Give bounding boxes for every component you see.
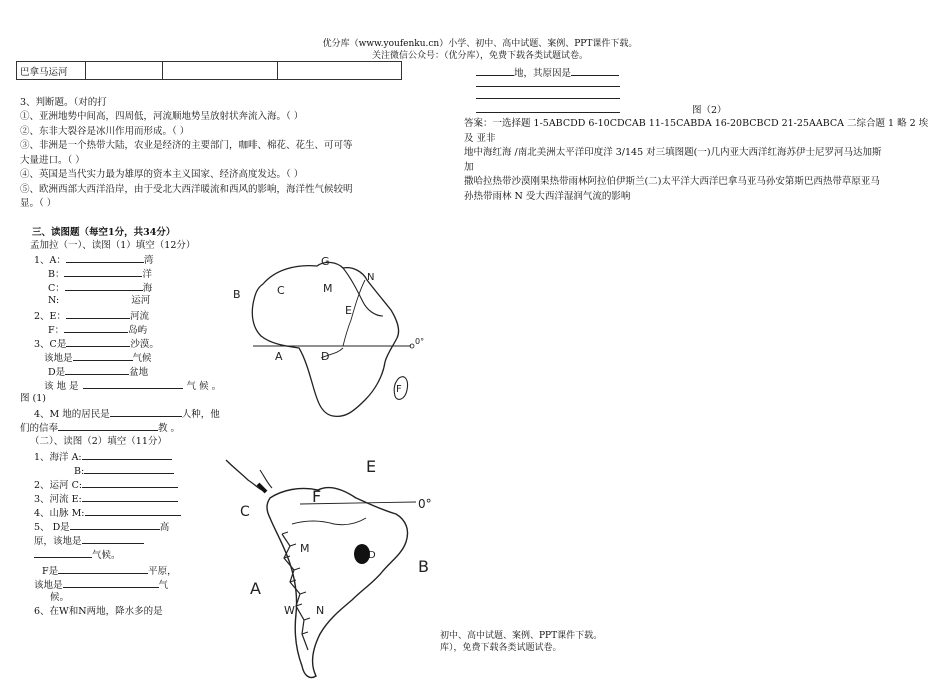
q4-line2-label: 们的信奉 [20, 423, 59, 434]
q1-b-label: B： [48, 269, 65, 280]
p2-q2 [34, 477, 178, 492]
p2-q2-label: 2、运河 C: [34, 480, 83, 491]
p2-q3 [34, 491, 178, 506]
q3-d [48, 364, 148, 379]
river-amazon [292, 518, 366, 525]
judge-item: 显。（ ） [20, 198, 57, 209]
header-line2: 关注微信公众号：（优分库），免费下载各类试题试卷。 [371, 51, 588, 61]
answer-line: 答案：一选择题 1-5ABCDD 6-10CDCAB 11-15CABDA 16-20BCBCD 21-25AABCA 二综合题 1 略 2 埃及 亚非 [464, 118, 929, 144]
p2-q1-b-label: B: [74, 466, 85, 477]
p2-q5-line3 [34, 547, 121, 562]
q3-c [34, 336, 159, 351]
map1-label-f: F [396, 384, 402, 395]
answer-line: 加 [464, 161, 474, 173]
map2-label-a: A [250, 579, 261, 598]
q4-suffix: 人种，他 [181, 409, 220, 420]
judge-item: 大量进口。（ ） [20, 154, 85, 166]
judge-item: ②、东非大裂谷是冰川作用而形成。（ ） [20, 125, 190, 137]
q1-c-suffix: 海 [142, 283, 153, 294]
p2-q1-label: 1、海洋 A: [34, 452, 82, 463]
p2-q5-suffix: 高 [159, 522, 170, 533]
map1-label-m: M [323, 282, 333, 295]
panama-canal [258, 484, 266, 492]
answer-line: 孙热带雨林 N 受大西洋湿润气流的影响 [464, 190, 631, 202]
footer-line2: 库），免费下载各类试题试卷。 [440, 643, 562, 653]
q3-line2-prefix: 该地是 [44, 353, 73, 364]
q3-line4 [44, 378, 221, 393]
q3-line4-suffix: 气 候 。 [186, 381, 222, 392]
p2-q1-b [74, 463, 174, 478]
central-america-coast [226, 460, 262, 490]
section3-title: 三、读图题（每空1分，共34分） [32, 227, 176, 238]
q2-label: 2、E： [34, 311, 66, 322]
p2-f-line2-label: 该地是 [34, 580, 63, 591]
q4-line2-suffix: 教 。 [158, 423, 181, 434]
map1-label-a: A [275, 350, 283, 363]
p2-q5-line3-suffix: 气候。 [92, 550, 121, 561]
p2-q3-label: 3、河流 E: [34, 494, 82, 505]
q2-f-label: F： [48, 325, 65, 336]
blank-line [476, 98, 620, 99]
p2-q5-line2 [34, 533, 144, 548]
map2-label-m: M [300, 542, 310, 555]
p2-f-line2 [34, 577, 168, 592]
part2-title: （二）、读图（2）填空（11分） [30, 436, 167, 447]
map2-label-e: E [366, 457, 377, 476]
q1-n-suffix: 运河 [131, 295, 151, 306]
q3-label: 3、C是 [34, 339, 67, 350]
p2-q1 [34, 449, 172, 464]
africa-map [225, 250, 430, 428]
q3-line4-prefix: 该 地 是 [44, 381, 79, 392]
judge-item: ③、非洲是一个热带大陆，农业是经济的主要部门，咖啡、棉花、花生、可可等 [20, 140, 353, 151]
q1-n [48, 294, 150, 307]
judge-item: ⑤、欧洲西部大西洋沿岸，由于受北大西洋暖流和西风的影响，海洋性气候较明 [20, 183, 353, 195]
p2-q5-line2-label: 原，该地是 [34, 536, 82, 547]
judge-item: ①、亚洲地势中间高，四周低，河流顺地势呈放射状奔流入海。（ ） [20, 111, 304, 122]
blank-line [476, 86, 620, 87]
canal-table [16, 61, 402, 80]
map1-label-c: C [277, 284, 285, 297]
table-cell [86, 62, 163, 80]
header-line1: 优分库（www.youfenku.cn）小学、初中、高中试题、案例、PPT课件下载。 [322, 39, 638, 49]
table-cell [163, 62, 278, 80]
table-cell [278, 62, 402, 80]
table-cell-label: 巴拿马运河 [17, 62, 86, 80]
p2-f-line3: 候。 [50, 592, 70, 603]
map2-label-n: N [316, 604, 325, 617]
map1-label-d: D [321, 350, 330, 363]
map2-label-c: C [240, 504, 250, 520]
q1-a [34, 252, 153, 267]
map2-label-d: D [368, 550, 376, 561]
p2-f-label: F是 [42, 566, 59, 577]
map1-label-n: N [367, 272, 375, 283]
q1-c [48, 280, 152, 295]
q1-a-suffix: 湾 [143, 255, 154, 266]
q1-label: 1、A： [34, 255, 66, 266]
q3-d-suffix: 盆地 [129, 367, 149, 378]
part1-title: 孟加拉（一）、读图（1）填空（12分） [30, 240, 196, 251]
answer-block [464, 117, 934, 204]
p2-q5-label: 5、 D是 [34, 522, 70, 533]
p2-q4 [34, 505, 181, 520]
p2-q5 [34, 519, 169, 534]
p2-q4-label: 4、山脉 M: [34, 508, 85, 519]
p2-q6: 6、在W和N两地，降水多的是 [34, 606, 163, 617]
map2-label-f: F [312, 487, 322, 506]
map2-label-zero: 0° [418, 497, 432, 511]
south-america-map [220, 454, 442, 684]
q2-f [48, 322, 147, 337]
answer-line: 地中海红海 /南北美洲太平洋印度洋 3/145 对三填图题(一)几内亚大西洋红海苏伊士尼罗河马达加斯 [464, 147, 882, 158]
fig2-caption: 图（2） [692, 105, 727, 116]
map1-label-b: B [233, 288, 241, 301]
map1-label-g: G [321, 255, 330, 268]
q2-e-suffix: 河流 [129, 311, 149, 322]
q3-line2 [44, 350, 152, 365]
judge-list [20, 110, 360, 212]
q3-suffix: 沙漠。 [130, 339, 159, 350]
q1-b-suffix: 洋 [142, 269, 152, 280]
q1-n-label: N: [48, 295, 60, 306]
q3-d-label: D是 [48, 367, 66, 378]
p2-f-line2-suffix: 气 [158, 580, 169, 591]
q4 [34, 406, 220, 421]
map2-label-w: W [284, 604, 295, 617]
q1-b [48, 266, 152, 281]
map1-zero: 0° [415, 337, 425, 346]
answer-line: 撒哈拉热带沙漠刚果热带雨林阿拉伯伊斯兰(二)太平洋大西洋巴拿马亚马孙安第斯巴西热带草原亚马 [464, 176, 880, 187]
map2-label-b: B [418, 557, 429, 576]
judge-title: 3、判断题。（对的打 [20, 97, 107, 108]
fig1-caption: 图 (1) [20, 393, 46, 404]
right-line1-suffix: 地，其原因是 [514, 68, 572, 79]
q4-label: 4、M 地的居民是 [34, 409, 110, 420]
q3-line2-suffix: 气候 [132, 353, 152, 364]
p2-f [42, 563, 177, 578]
right-line1 [476, 65, 619, 80]
q2-f-suffix: 岛屿 [128, 325, 148, 336]
judge-item: ④、英国是当代实力最为雄厚的资本主义国家、经济高度发达。（ ） [20, 169, 304, 180]
q1-c-label: C： [48, 283, 65, 294]
q4-line2 [20, 420, 180, 435]
south-america-outline [267, 488, 408, 678]
footer-line1: 初中、高中试题、案例、PPT课件下载。 [440, 631, 603, 641]
map1-label-e: E [345, 304, 352, 317]
blank-line [476, 112, 620, 113]
q2-e [34, 308, 149, 323]
p2-f-suffix: 平原， [148, 566, 177, 577]
